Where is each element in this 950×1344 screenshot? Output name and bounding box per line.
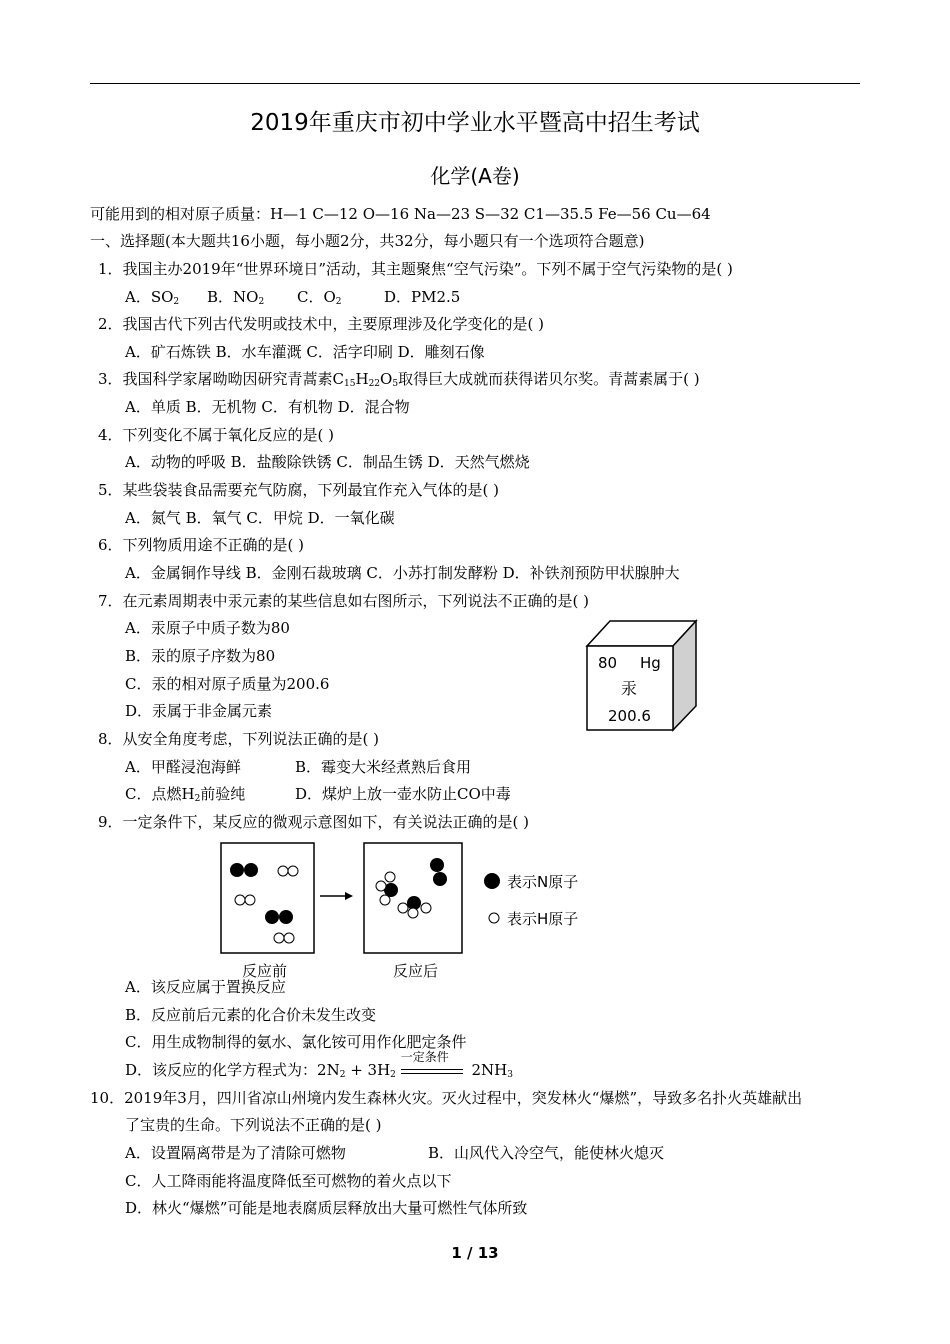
q10-option-b: B．山风代入冷空气，能使林火熄灭	[428, 1144, 665, 1162]
mercury-element-cell	[584, 618, 702, 732]
q3-stem: 3．我国科学家屠呦呦因研究青蒿素$C_{15}H_{22}O_5$取得巨大成就而获得诺贝尔奖。青蒿素属于( )	[98, 370, 700, 389]
q6-stem: 6．下列物质用途不正确的是( )	[98, 536, 305, 554]
q9-option-d: D．该反应的化学方程式为：$2N_2 + 3H_2$ 一定条件 $2NH_3$	[125, 1060, 513, 1080]
q9-option-b: B．反应前后元素的化合价未发生改变	[125, 1006, 377, 1024]
element-mass: 200.6	[608, 707, 651, 725]
q1-option-b: B．NO	[207, 288, 259, 306]
section-heading: 一、选择题(本大题共16小题，每小题2分，共32分，每小题只有一个选项符合题意)	[90, 232, 645, 250]
q8-option-d: D．煤炉上放一壶水防止CO中毒	[295, 785, 511, 803]
q8-options-ab	[125, 757, 471, 777]
q1-option-d: D．PM2.5	[384, 288, 461, 306]
q6-options: A．金属铜作导线 B．金刚石裁玻璃 C．小苏打制发酵粉 D．补铁剂预防甲状腺肿大	[125, 564, 680, 582]
page-number: 1 / 13	[451, 1244, 499, 1262]
q1-options: A．$SO_2$ B．$NO_2$ C．$O_2$ D．PM2.5	[125, 288, 461, 307]
label-before: 反应前	[242, 962, 288, 980]
q3-options: A．单质 B．无机物 C．有机物 D．混合物	[125, 398, 410, 416]
q1-stem: 1．我国主办2019年“世界环境日”活动，其主题聚焦“空气污染”。下列不属于空气污染物的是( )	[98, 260, 733, 278]
reaction-diagram	[215, 838, 595, 983]
atomic-masses: 可能用到的相对原子质量：H—1 C—12 O—16 Na—23 S—32 C1—35.5 Fe—56 Cu—64	[90, 205, 711, 223]
q8-option-c: C．点燃$H_2$前验纯	[125, 785, 246, 804]
element-symbol: Hg	[640, 654, 661, 672]
legend-n: 表示N原子	[507, 873, 579, 891]
q7-stem: 7．在元素周期表中汞元素的某些信息如右图所示，下列说法不正确的是( )	[98, 592, 590, 610]
q8-option-b: B．霉变大米经煮熟后食用	[295, 758, 472, 776]
legend-h: 表示H原子	[507, 910, 579, 928]
element-name: 汞	[621, 679, 638, 698]
q8-stem: 8．从安全角度考虑，下列说法正确的是( )	[98, 730, 380, 748]
q7-option-b: B．汞的原子序数为80	[125, 647, 276, 665]
q7-option-d: D．汞属于非金属元素	[125, 702, 273, 720]
q5-options: A．氮气 B．氧气 C．甲烷 D．一氧化碳	[125, 509, 395, 527]
label-after: 反应后	[393, 962, 439, 980]
q4-options: A．动物的呼吸 B．盐酸除铁锈 C．制品生锈 D．天然气燃烧	[125, 453, 530, 471]
q10-option-d: D．林火“爆燃”可能是地表腐质层释放出大量可燃性气体所致	[125, 1199, 528, 1217]
q10-stem-2: 了宝贵的生命。下列说法不正确的是( )	[125, 1116, 382, 1134]
q8-options-cd	[125, 784, 511, 804]
q1-option-a: A．SO	[125, 288, 174, 306]
q10-option-c: C．人工降雨能将温度降低至可燃物的着火点以下	[125, 1172, 452, 1190]
q9-option-c: C．用生成物制得的氨水、氯化铵可用作化肥定条件	[125, 1033, 467, 1051]
q10-stem-1: 10．2019年3月，四川省凉山州境内发生森林火灾。灭火过程中，突发林火“爆燃”，导致多名扑火英雄献出	[90, 1089, 803, 1107]
q2-options: A．矿石炼铁 B．水车灌溉 C．活字印刷 D．雕刻石像	[125, 343, 485, 361]
page-title: 2019年重庆市初中学业水平暨高中招生考试	[250, 110, 700, 136]
q9-option-a: A．该反应属于置换反应	[125, 978, 286, 996]
element-number: 80	[598, 654, 618, 672]
q9-stem: 9．一定条件下，某反应的微观示意图如下，有关说法正确的是( )	[98, 813, 530, 831]
q5-stem: 5．某些袋装食品需要充气防腐，下列最宜作充入气体的是( )	[98, 481, 500, 499]
equation-condition: 一定条件	[400, 1050, 449, 1064]
q7-option-a: A．汞原子中质子数为80	[125, 619, 290, 637]
q4-stem: 4．下列变化不属于氧化反应的是( )	[98, 426, 335, 444]
page-subtitle: 化学(A卷)	[430, 164, 520, 188]
q1-option-c: C．O	[297, 288, 336, 306]
q10-options-ab	[125, 1143, 664, 1163]
q7-option-c: C．汞的相对原子质量为200.6	[125, 675, 330, 693]
q2-stem: 2．我国古代下列古代发明或技术中，主要原理涉及化学变化的是( )	[98, 315, 545, 333]
header-rule	[90, 83, 860, 84]
q10-option-a: A．设置隔离带是为了清除可燃物	[125, 1144, 346, 1162]
q8-option-a: A．甲醛浸泡海鲜	[125, 758, 241, 776]
